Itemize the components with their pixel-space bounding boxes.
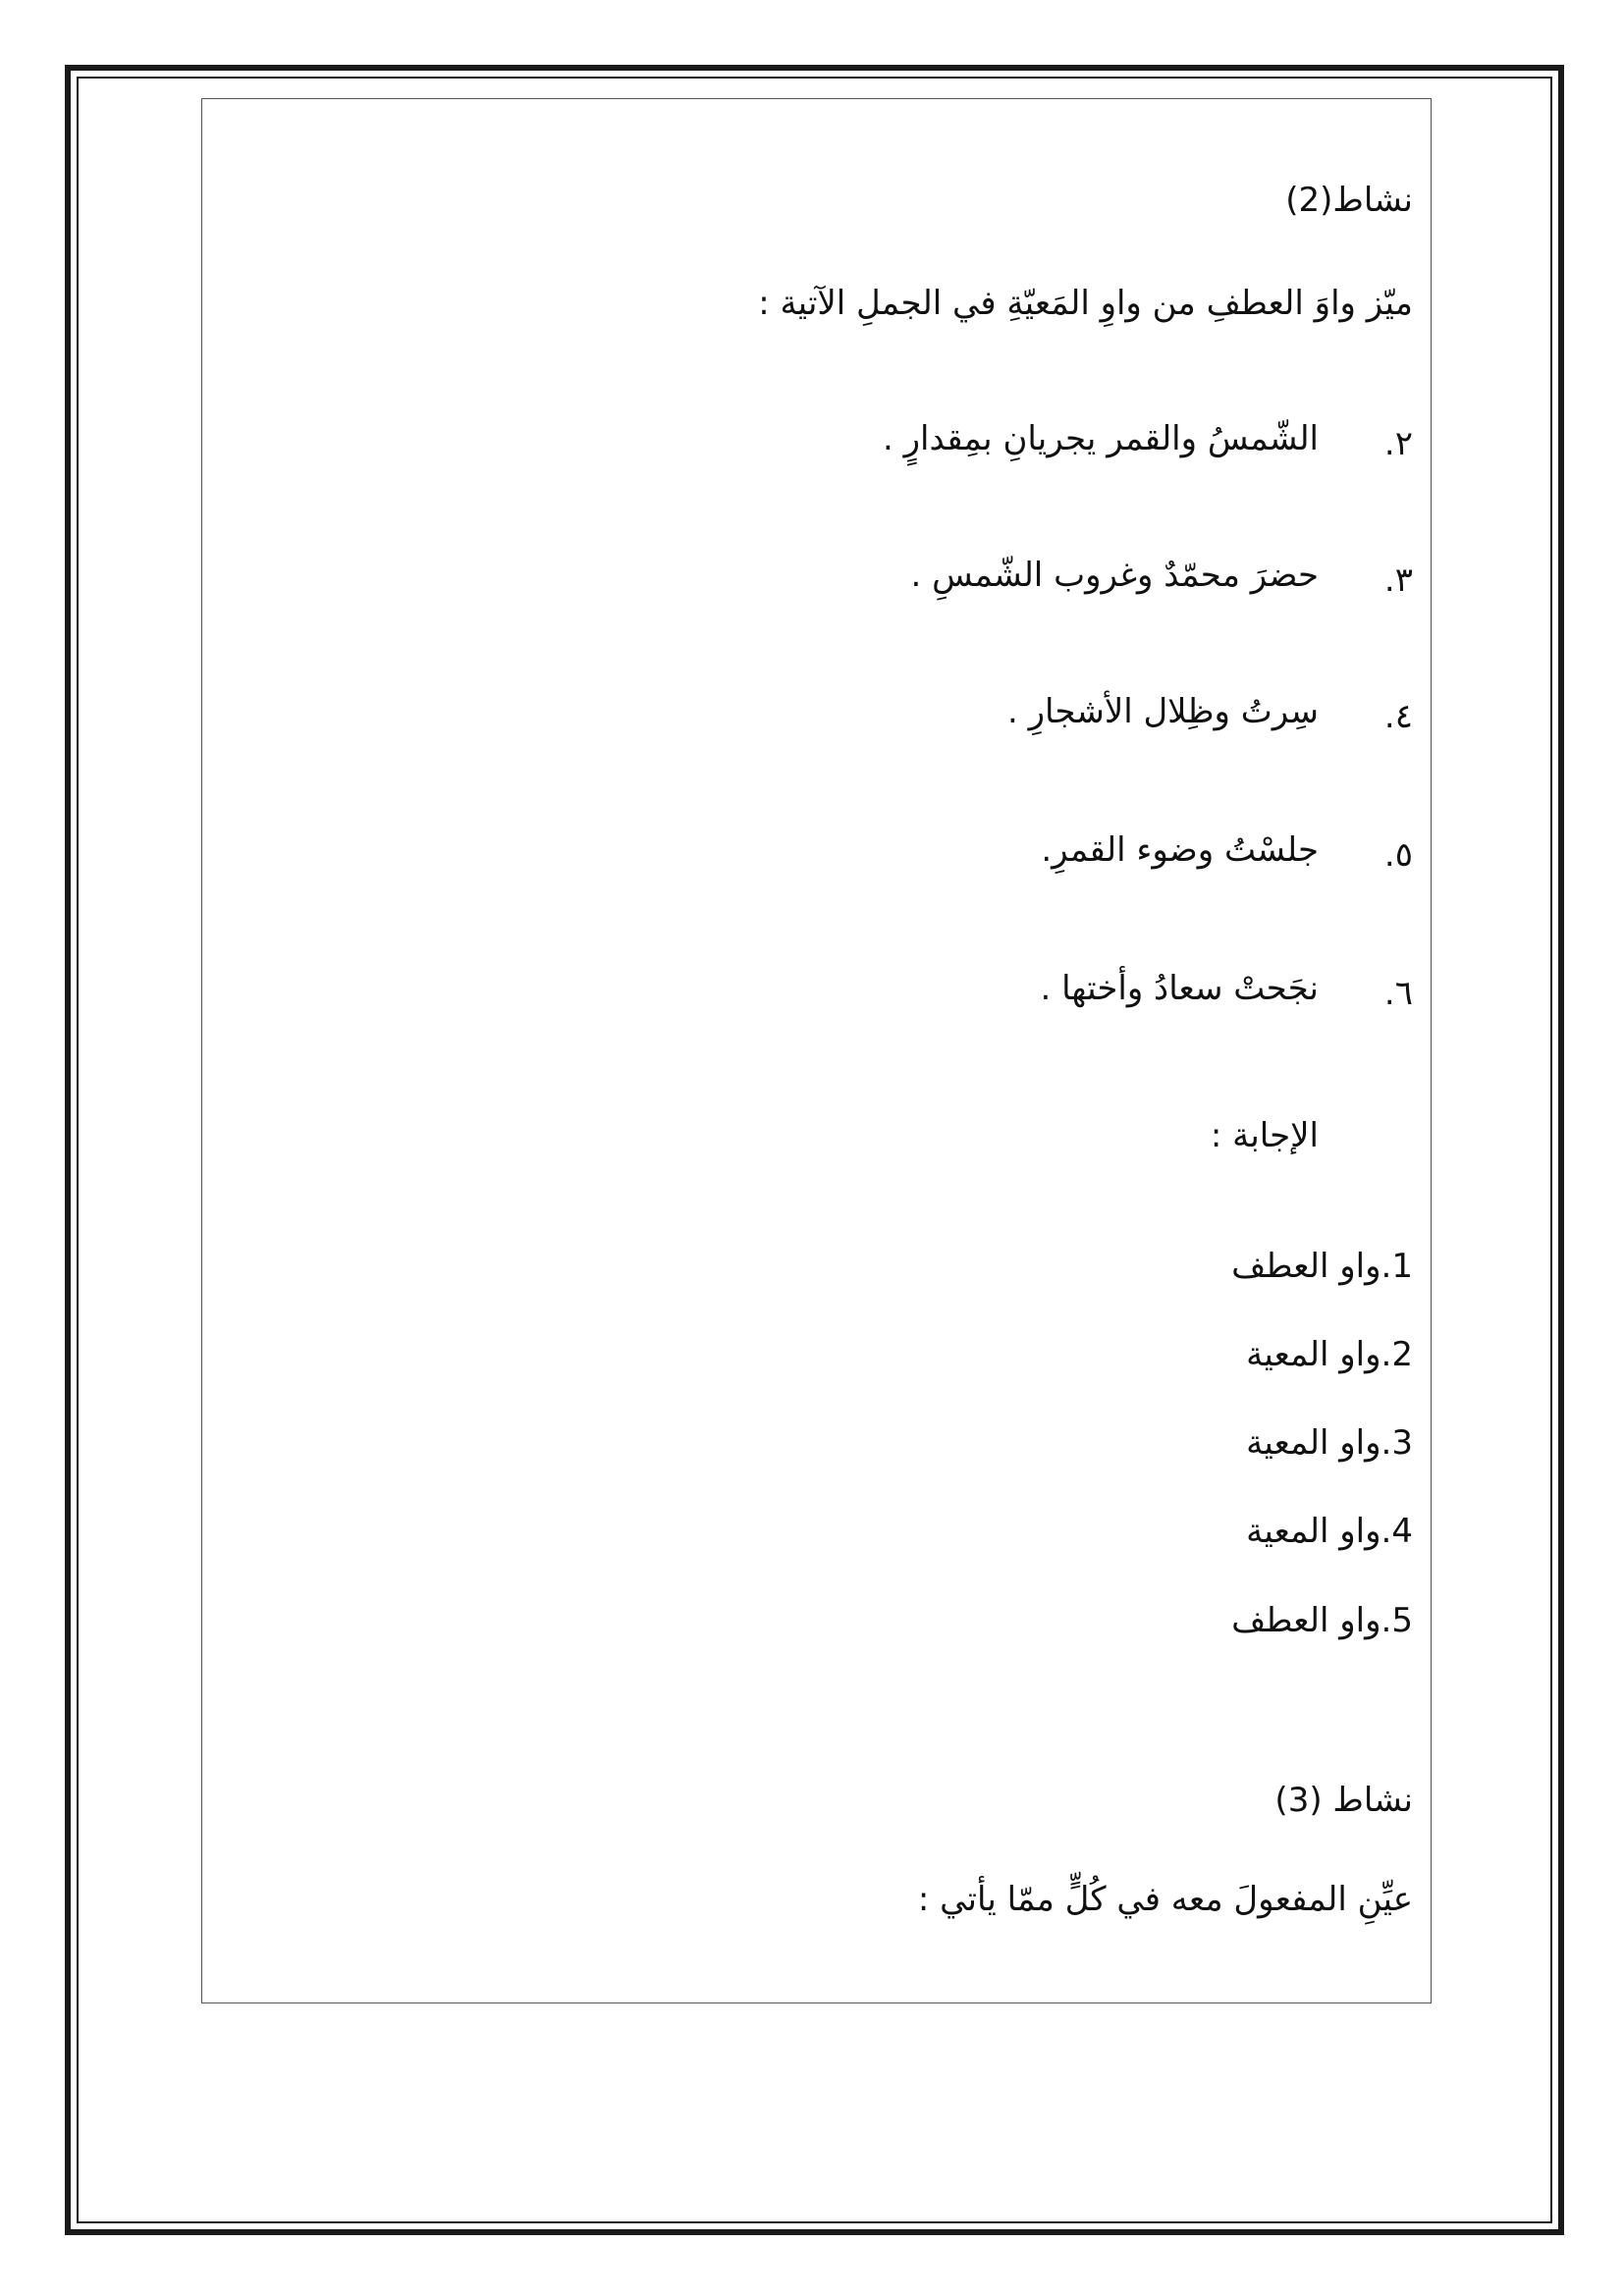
answer-item: 1.واو العطف bbox=[1231, 1247, 1413, 1286]
activity3-instruction: عيِّنِ المفعولَ معه في كُلٍّ ممّا يأتي : bbox=[917, 1880, 1413, 1919]
activity3-title: نشاط (3) bbox=[1274, 1781, 1413, 1820]
answer-item: 3.واو المعية bbox=[1246, 1423, 1413, 1463]
answer-item: 2.واو المعية bbox=[1246, 1335, 1413, 1374]
sentence-text: الشّمسُ والقمر يجريانِ بمِقدارٍ . bbox=[882, 419, 1319, 458]
activity2-title: نشاط(2) bbox=[1285, 181, 1413, 220]
sentence-number: ٣. bbox=[1383, 561, 1413, 600]
sentence-text: سِرتُ وظِلال الأشجارِ . bbox=[1006, 692, 1319, 731]
content-frame bbox=[201, 98, 1432, 2003]
sentence-number: ٢. bbox=[1383, 424, 1413, 463]
sentence-number: ٤. bbox=[1383, 697, 1413, 736]
sentence-text: نجَحتْ سعادُ وأختها . bbox=[1040, 969, 1319, 1008]
sentence-number: ٥. bbox=[1383, 835, 1413, 875]
sentence-number: ٦. bbox=[1383, 974, 1413, 1013]
answer-label: الإجابة : bbox=[1210, 1116, 1319, 1155]
answer-item: 5.واو العطف bbox=[1231, 1601, 1413, 1640]
sentence-text: حضرَ محمّدٌ وغروب الشّمسِ . bbox=[910, 556, 1319, 595]
sentence-text: جلسْتُ وضوء القمرِ. bbox=[1041, 830, 1319, 870]
activity2-instruction: ميّز واوَ العطفِ من واوِ المَعيّةِ في الجملِ الآتية : bbox=[758, 284, 1413, 323]
answer-item: 4.واو المعية bbox=[1246, 1512, 1413, 1551]
